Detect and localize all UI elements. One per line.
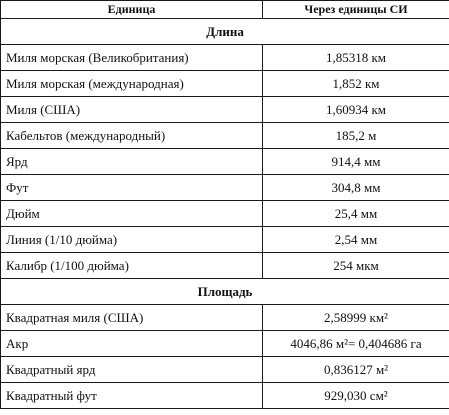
unit-name: Квадратная миля (США) [1, 305, 263, 331]
unit-value: 254 мкм [263, 253, 449, 279]
section-title-area: Площадь [1, 279, 449, 305]
unit-name: Миля морская (международная) [1, 71, 263, 97]
section-row [1, 19, 449, 45]
table-row [1, 97, 449, 123]
unit-name: Калибр (1/100 дюйма) [1, 253, 263, 279]
table-row [1, 71, 449, 97]
table-row [1, 45, 449, 71]
unit-value: 1,852 км [263, 71, 449, 97]
unit-name: Линия (1/10 дюйма) [1, 227, 263, 253]
table-row [1, 123, 449, 149]
header-si: Через единицы СИ [263, 1, 449, 19]
unit-name: Квадратный ярд [1, 357, 263, 383]
table-row [1, 175, 449, 201]
table-row [1, 227, 449, 253]
unit-name: Миля (США) [1, 97, 263, 123]
unit-value: 25,4 мм [263, 201, 449, 227]
unit-name: Кабельтов (международный) [1, 123, 263, 149]
unit-name: Ярд [1, 149, 263, 175]
unit-name: Дюйм [1, 201, 263, 227]
unit-value: 1,60934 км [263, 97, 449, 123]
unit-name: Миля морская (Великобритания) [1, 45, 263, 71]
unit-value: 4046,86 м²= 0,404686 га [263, 331, 449, 357]
table-row [1, 149, 449, 175]
table-row [1, 201, 449, 227]
section-row [1, 279, 449, 305]
table-row [1, 383, 449, 409]
table-row [1, 357, 449, 383]
unit-value: 0,836127 м² [263, 357, 449, 383]
table-row [1, 253, 449, 279]
unit-name: Акр [1, 331, 263, 357]
table-row [1, 331, 449, 357]
unit-value: 2,54 мм [263, 227, 449, 253]
section-title-length: Длина [1, 19, 449, 45]
unit-value: 929,030 см² [263, 383, 449, 409]
unit-value: 185,2 м [263, 123, 449, 149]
unit-value: 304,8 мм [263, 175, 449, 201]
unit-name: Фут [1, 175, 263, 201]
unit-value: 1,85318 км [263, 45, 449, 71]
header-unit: Единица [1, 1, 263, 19]
unit-value: 2,58999 км² [263, 305, 449, 331]
header-row [1, 1, 449, 19]
unit-name: Квадратный фут [1, 383, 263, 409]
unit-value: 914,4 мм [263, 149, 449, 175]
table-row [1, 305, 449, 331]
